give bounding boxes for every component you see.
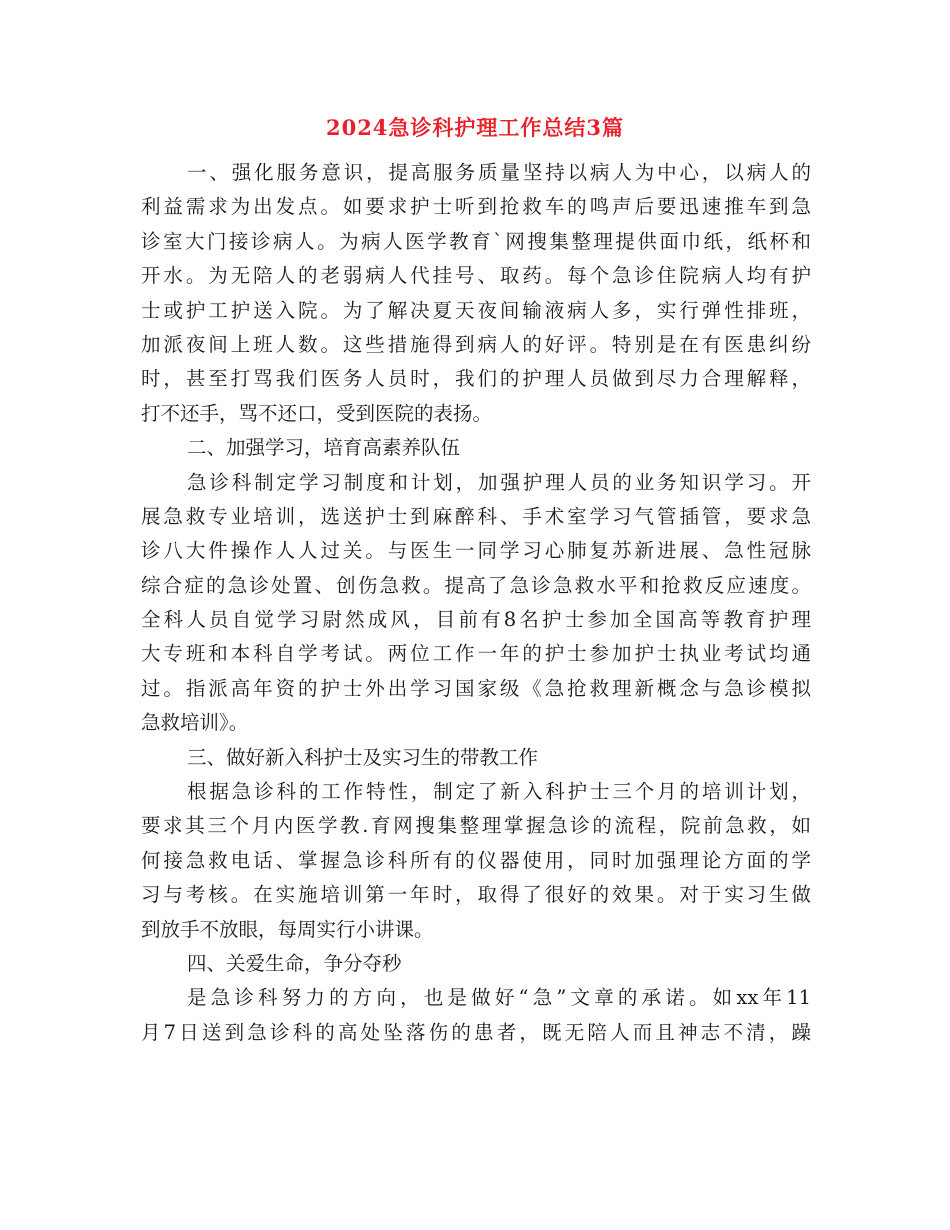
text-line: 三、做好新入科护士及实习生的带教工作 <box>187 745 539 769</box>
text-line: 士或护工护送入院。为了解决夏天夜间输液病人多，实行弹性排班， <box>141 298 811 322</box>
text-line: 全科人员自觉学习尉然成风，目前有8名护士参加全国高等教育护理 <box>141 608 811 632</box>
text-line: 四、关爱生命，争分夺秒 <box>187 951 402 975</box>
document-title: 2024急诊科护理工作总结3篇 <box>325 115 625 140</box>
text-line: 何接急救电话、掌握急诊科所有的仪器使用，同时加强理论方面的学 <box>141 848 811 872</box>
text-line: 打不还手，骂不还口，受到医院的表扬。 <box>141 401 493 425</box>
text-line: 展急救专业培训，选送护士到麻醉科、手术室学习气管插管，要求急 <box>141 504 811 528</box>
text-line: 诊室大门接诊病人。为病人医学教育`网搜集整理提供面巾纸，纸杯和 <box>141 229 811 253</box>
text-line: 要求其三个月内医学教.育网搜集整理掌握急诊的流程，院前急救，如 <box>141 814 811 838</box>
text-line: 综合症的急诊处置、创伤急救。提高了急诊急救水平和抢救反应速度。 <box>141 573 811 597</box>
text-line: 到放手不放眼，每周实行小讲课。 <box>141 917 434 941</box>
text-line: 开水。为无陪人的老弱病人代挂号、取药。每个急诊住院病人均有护 <box>141 264 811 288</box>
text-line: 时，甚至打骂我们医务人员时，我们的护理人员做到尽力合理解释， <box>141 367 811 391</box>
text-line: 加派夜间上班人数。这些措施得到病人的好评。特别是在有医患纠纷 <box>141 332 811 356</box>
text-line: 一、强化服务意识，提高服务质量坚持以病人为中心，以病人的 <box>187 161 811 184</box>
text-line: 急救培训》。 <box>141 711 249 735</box>
text-line: 大专班和本科自学考试。两位工作一年的护士参加护士执业考试均通 <box>141 642 811 666</box>
text-line: 月7日送到急诊科的高处坠落伤的患者，既无陪人而且神志不清，躁 <box>141 1020 811 1044</box>
text-line: 诊八大件操作人人过关。与医生一同学习心肺复苏新进展、急性冠脉 <box>141 539 811 563</box>
text-line: 利益需求为出发点。如要求护士听到抢救车的鸣声后要迅速推车到急 <box>141 195 811 219</box>
text-line: 根据急诊科的工作特性，制定了新入科护士三个月的培训计划， <box>187 780 811 804</box>
document-body <box>141 156 811 1050</box>
text-line: 习与考核。在实施培训第一年时，取得了很好的效果。对于实习生做 <box>141 883 811 907</box>
text-line: 过。指派高年资的护士外出学习国家级《急抢救理新概念与急诊模拟 <box>141 676 811 700</box>
text-line: 是急诊科努力的方向，也是做好“急”文章的承诺。如xx年11 <box>187 986 811 1010</box>
text-line: 二、加强学习，培育高素养队伍 <box>187 436 461 460</box>
text-line: 急诊科制定学习制度和计划，加强护理人员的业务知识学习。开 <box>187 470 811 494</box>
